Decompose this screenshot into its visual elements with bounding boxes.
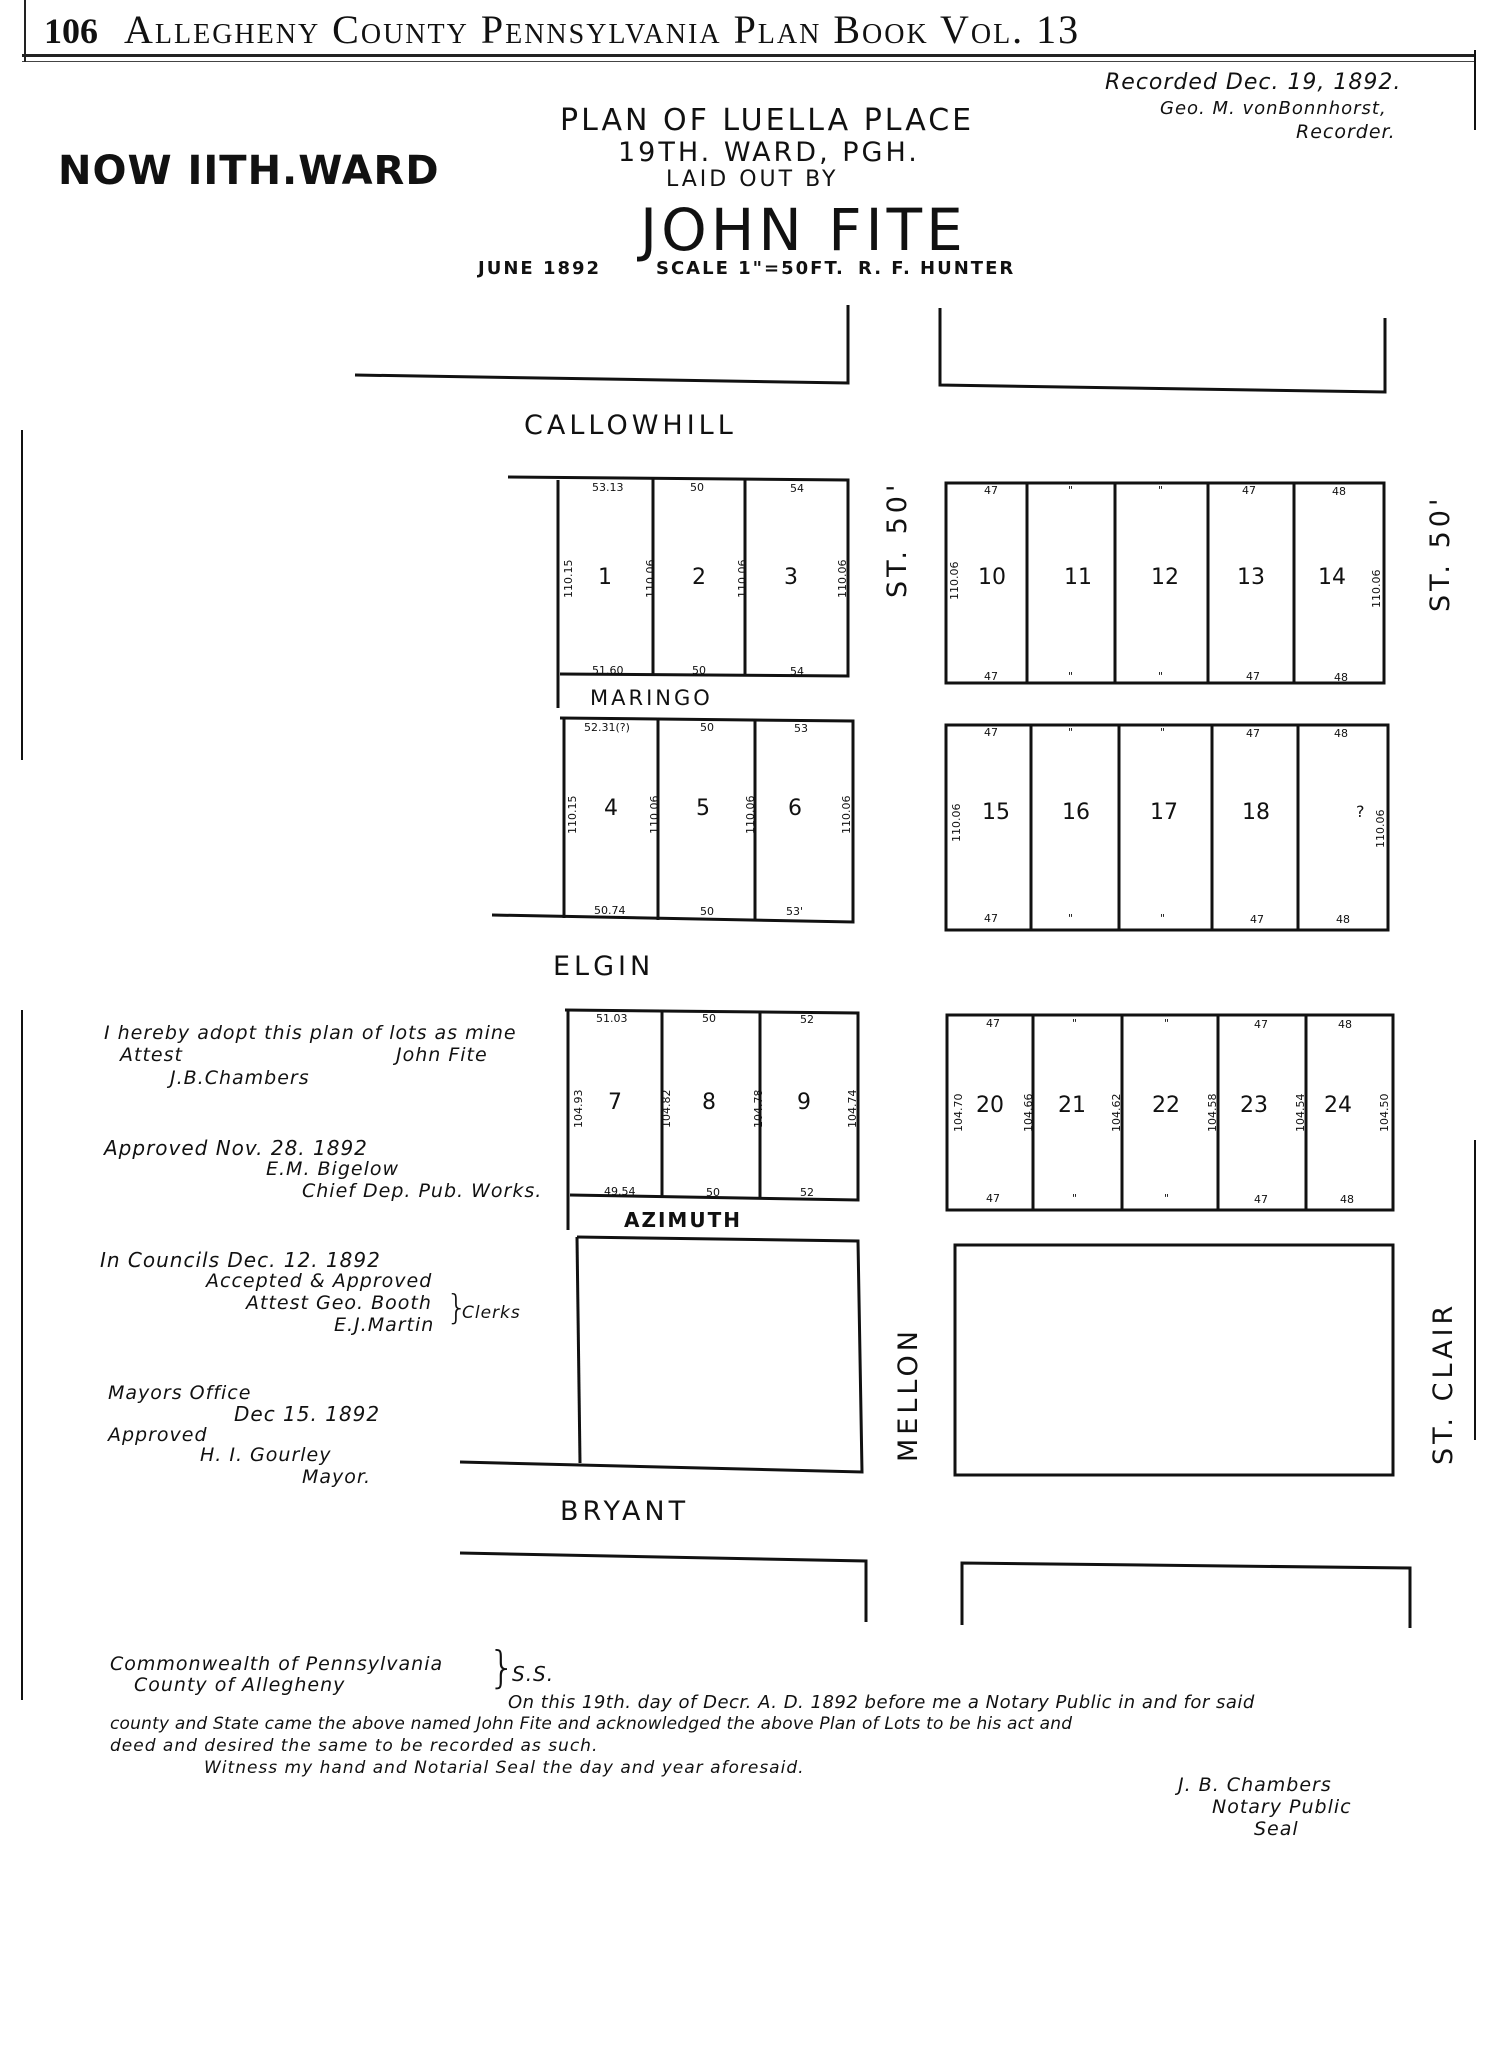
street-elgin: ELGIN: [553, 951, 655, 982]
dimension-label: 48: [1338, 1018, 1352, 1031]
dimension-label: 47: [1254, 1193, 1268, 1206]
lot-number: 8: [702, 1090, 716, 1115]
dimension-label: 50.74: [594, 904, 626, 917]
dimension-label: 50: [690, 481, 704, 494]
dimension-label: 110.06: [948, 561, 961, 600]
dimension-label: 104.93: [572, 1089, 585, 1128]
dimension-label: 47: [984, 912, 998, 925]
lot-number: 9: [797, 1090, 811, 1115]
recorded-line1: Recorded Dec. 19, 1892.: [1105, 70, 1402, 95]
dimension-label: 54: [790, 665, 804, 678]
plan-date: JUNE 1892: [478, 258, 602, 279]
dimension-label: 50: [706, 1186, 720, 1199]
lot-number: 13: [1237, 565, 1265, 590]
book-title: Allegheny County Pennsylvania Plan Book Vol. 13: [124, 7, 1081, 52]
lot-number: 6: [788, 796, 802, 821]
street-st-clair: ST. CLAIR: [1428, 1301, 1459, 1465]
dimension-label: ": [1158, 484, 1164, 497]
dimension-label: 48: [1334, 671, 1348, 684]
dimension-label: 47: [984, 670, 998, 683]
lot-number: 1: [598, 565, 612, 590]
dimension-label: 52: [800, 1186, 814, 1199]
approval-line1: Approved Nov. 28. 1892: [104, 1136, 368, 1160]
notary-signature: J. B. Chambers: [1178, 1774, 1332, 1796]
dimension-label: 48: [1334, 727, 1348, 740]
street-azimuth: AZIMUTH: [624, 1208, 742, 1232]
dimension-label: 50: [692, 664, 706, 677]
adoption-attest: Attest: [120, 1044, 183, 1066]
page-number: 106: [44, 11, 98, 51]
lot-number: 15: [982, 800, 1010, 825]
lot-number: 21: [1058, 1093, 1086, 1118]
lot-number: 23: [1240, 1093, 1268, 1118]
dimension-label: 110.06: [1374, 809, 1387, 848]
dimension-label: 48: [1340, 1193, 1354, 1206]
dimension-label: 104.66: [1022, 1093, 1035, 1132]
notary-body-line2: county and State came the above named John Fite and acknowledged the above Plan of Lots to be his act and: [110, 1714, 1073, 1734]
lot-number: 16: [1062, 800, 1090, 825]
dimension-label: 53': [786, 905, 804, 918]
dimension-label: ": [1068, 670, 1074, 683]
mayor-line4: H. I. Gourley: [200, 1444, 332, 1466]
dimension-label: 110.06: [950, 803, 963, 842]
lot-number: 22: [1152, 1093, 1180, 1118]
dimension-label: 54: [790, 482, 804, 495]
notary-title: Notary Public: [1212, 1796, 1352, 1818]
dimension-label: 48: [1336, 913, 1350, 926]
street-maringo: MARINGO: [590, 686, 713, 710]
lot-number: 2: [692, 565, 706, 590]
dimension-label: 47: [986, 1017, 1000, 1030]
dimension-label: 110.06: [736, 559, 749, 598]
dimension-label: ": [1072, 1192, 1078, 1205]
notary-county: County of Allegheny: [134, 1674, 346, 1696]
dimension-label: 104.58: [1206, 1093, 1219, 1132]
plan-title-line1: PLAN OF LUELLA PLACE: [560, 103, 975, 138]
mayor-line3: Approved: [108, 1424, 208, 1446]
dimension-label: 110.06: [836, 559, 849, 598]
street-st50-right: ST. 50': [1425, 494, 1456, 612]
dimension-label: 104.70: [952, 1093, 965, 1132]
notary-ss: S.S.: [512, 1662, 555, 1686]
dimension-label: ": [1160, 912, 1166, 925]
lot-number: 20: [976, 1093, 1004, 1118]
dimension-label: 50: [702, 1012, 716, 1025]
lot-number: 24: [1324, 1093, 1352, 1118]
recorded-line3: Recorder.: [1296, 121, 1396, 143]
dimension-label: ": [1160, 726, 1166, 739]
ward-note: NOW IITH.WARD: [58, 148, 440, 194]
adoption-statement: I hereby adopt this plan of lots as mine: [104, 1022, 517, 1044]
lot-number: 14: [1318, 565, 1346, 590]
lot-number: ?: [1356, 802, 1365, 821]
dimension-label: 47: [1250, 913, 1264, 926]
dimension-label: ": [1164, 1192, 1170, 1205]
lot-number: 5: [696, 796, 710, 821]
dimension-label: 47: [1242, 484, 1256, 497]
dimension-label: 104.62: [1110, 1093, 1123, 1132]
dimension-label: 110.06: [648, 795, 661, 834]
dimension-label: 53.13: [592, 481, 624, 494]
dimension-label: 110.06: [644, 559, 657, 598]
dimension-label: 52: [800, 1013, 814, 1026]
approval-line3: Chief Dep. Pub. Works.: [302, 1180, 543, 1202]
brace-icon: }: [488, 1642, 516, 1693]
notary-body-line4: Witness my hand and Notarial Seal the day and year aforesaid.: [204, 1758, 805, 1778]
dimension-label: 104.78: [752, 1089, 765, 1128]
callowhill-north-line-east: [940, 308, 1385, 392]
street-mellon: MELLON: [893, 1327, 924, 1462]
dimension-label: 110.06: [840, 795, 853, 834]
councils-clerks: Clerks: [462, 1303, 521, 1323]
councils-line2: Accepted & Approved: [206, 1270, 433, 1292]
mayor-line5: Mayor.: [302, 1466, 372, 1488]
dimension-label: 110.15: [566, 795, 579, 834]
notary-body-line3: deed and desired the same to be recorded as such.: [110, 1736, 599, 1756]
dimension-label: ": [1068, 912, 1074, 925]
dimension-label: 50: [700, 905, 714, 918]
plan-owner: JOHN FITE: [640, 196, 967, 264]
dimension-label: 47: [1254, 1018, 1268, 1031]
notary-commonwealth: Commonwealth of Pennsylvania: [110, 1653, 444, 1675]
dimension-label: ": [1068, 484, 1074, 497]
lot-number: 11: [1064, 565, 1092, 590]
dimension-label: 110.15: [562, 559, 575, 598]
dimension-label: 49.54: [604, 1185, 636, 1198]
street-callowhill: CALLOWHILL: [524, 410, 737, 441]
plan-title-line3: LAID OUT BY: [666, 167, 839, 192]
dimension-label: 51.60: [592, 664, 624, 677]
lot-number: 4: [604, 796, 618, 821]
lot-number: 17: [1150, 800, 1178, 825]
lot-number: 7: [608, 1090, 622, 1115]
dimension-label: 104.82: [660, 1089, 673, 1128]
notary-seal: Seal: [1254, 1818, 1299, 1840]
dimension-label: 104.74: [846, 1089, 859, 1128]
dimension-label: 47: [1246, 670, 1260, 683]
notary-body-line1: On this 19th. day of Decr. A. D. 1892 before me a Notary Public in and for said: [508, 1692, 1255, 1713]
councils-line3: Attest Geo. Booth: [246, 1292, 432, 1314]
dimension-label: 104.54: [1294, 1093, 1307, 1132]
street-st50-left: ST. 50': [882, 480, 913, 598]
dimension-label: 52.31(?): [584, 721, 630, 734]
dimension-label: 110.06: [1370, 569, 1383, 608]
mayor-line1: Mayors Office: [108, 1382, 252, 1404]
callowhill-north-line-west: [355, 305, 848, 383]
adoption-witness: J.B.Chambers: [170, 1067, 310, 1089]
brace-icon: }: [446, 1288, 468, 1328]
street-bryant: BRYANT: [560, 1496, 690, 1527]
plan-title-line2: 19TH. WARD, PGH.: [618, 137, 920, 168]
councils-line1: In Councils Dec. 12. 1892: [100, 1248, 381, 1272]
lot-number: 3: [784, 565, 798, 590]
mayor-line2: Dec 15. 1892: [234, 1402, 381, 1426]
dimension-label: 47: [986, 1192, 1000, 1205]
lot-number: 10: [978, 565, 1006, 590]
dimension-label: 104.50: [1378, 1093, 1391, 1132]
lot-number: 12: [1151, 565, 1179, 590]
dimension-label: ": [1158, 670, 1164, 683]
adoption-owner-signature: John Fite: [396, 1044, 488, 1066]
plan-scale: SCALE 1"=50FT.: [656, 258, 845, 279]
dimension-label: ": [1072, 1017, 1078, 1030]
lot-number: 18: [1242, 800, 1270, 825]
dimension-label: 48: [1332, 485, 1346, 498]
councils-line4: E.J.Martin: [334, 1314, 435, 1336]
dimension-label: ": [1164, 1017, 1170, 1030]
dimension-label: 51.03: [596, 1012, 628, 1025]
approval-line2: E.M. Bigelow: [266, 1158, 400, 1180]
dimension-label: 47: [984, 726, 998, 739]
dimension-label: 110.06: [744, 795, 757, 834]
dimension-label: ": [1068, 726, 1074, 739]
dimension-label: 53: [794, 722, 808, 735]
dimension-label: 50: [700, 721, 714, 734]
dimension-label: 47: [984, 484, 998, 497]
recorded-line2: Geo. M. vonBonnhorst,: [1160, 98, 1387, 119]
dimension-label: 47: [1246, 727, 1260, 740]
plan-surveyor: R. F. HUNTER: [858, 258, 1016, 279]
